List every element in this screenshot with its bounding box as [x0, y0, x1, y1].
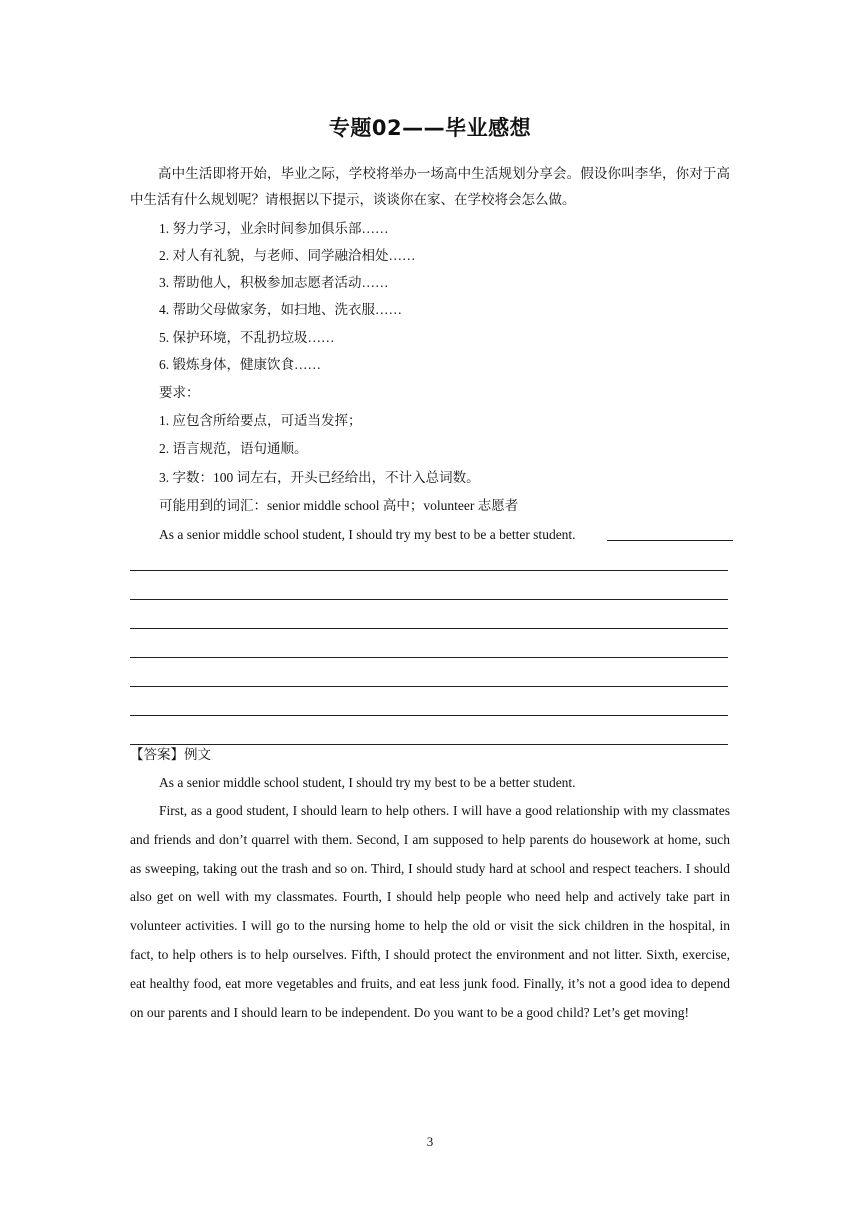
answer-label: 【答案】例文: [130, 747, 211, 762]
requirement-3: 3. 字数：100 词左右，开头已经给出，不计入总词数。: [159, 470, 480, 485]
writing-line-3[interactable]: [130, 628, 728, 629]
writing-line-6[interactable]: [130, 715, 728, 716]
point-4: 4. 帮助父母做家务，如扫地、洗衣服……: [159, 302, 402, 317]
vocabulary-hint: 可能用到的词汇：senior middle school 高中；volunteer 志愿者: [159, 498, 519, 513]
point-5: 5. 保护环境，不乱扔垃圾……: [159, 330, 335, 345]
writing-line-7[interactable]: [130, 744, 728, 745]
requirements-label: 要求：: [159, 385, 200, 400]
starter-blank-line[interactable]: [607, 540, 733, 541]
requirement-2: 2. 语言规范，语句通顺。: [159, 441, 308, 456]
point-2: 2. 对人有礼貌，与老师、同学融洽相处……: [159, 248, 416, 263]
writing-line-2[interactable]: [130, 599, 728, 600]
point-6: 6. 锻炼身体，健康饮食……: [159, 357, 321, 372]
writing-line-5[interactable]: [130, 686, 728, 687]
page-title: 专题02——毕业感想: [328, 116, 532, 140]
writing-line-1[interactable]: [130, 570, 728, 571]
model-essay-opening: As a senior middle school student, I should try my best to be a better student.: [159, 775, 576, 790]
point-1: 1. 努力学习，业余时间参加俱乐部……: [159, 221, 389, 236]
page-number: 3: [426, 1134, 434, 1149]
writing-line-4[interactable]: [130, 657, 728, 658]
model-essay-body: First, as a good student, I should learn to help others. I will have a good relationship with my classmates and friends and don’t quarrel with them. Second, I am supposed to help parents do housework at home, such as sweeping, taking out the trash and so on. Third, I should study hard at school and respect teachers. I should also get on well with my classmates. Fourth, I should help people who need help and actively take part in volunteer activities. I will go to the nursing home to help the old or visit the sick children in the hospital, in fact, to help others is to help ourselves. Fifth, I should protect the environment and not litter. Sixth, exercise, eat healthy food, eat more vegetables and fruits, and eat less junk food. Finally, it’s not a good idea to depend on our parents and I should learn to be independent. Do you want to be a good child? Let’s get moving!: [130, 803, 730, 1020]
task-intro: 高中生活即将开始，毕业之际，学校将举办一场高中生活规划分享会。假设你叫李华，你对于高中生活有什么规划呢？请根据以下提示，谈谈你在家、在学校将会怎么做。: [130, 166, 730, 207]
point-3: 3. 帮助他人，积极参加志愿者活动……: [159, 275, 389, 290]
essay-starter: As a senior middle school student, I should try my best to be a better student.: [159, 527, 576, 542]
requirement-1: 1. 应包含所给要点，可适当发挥；: [159, 413, 362, 428]
